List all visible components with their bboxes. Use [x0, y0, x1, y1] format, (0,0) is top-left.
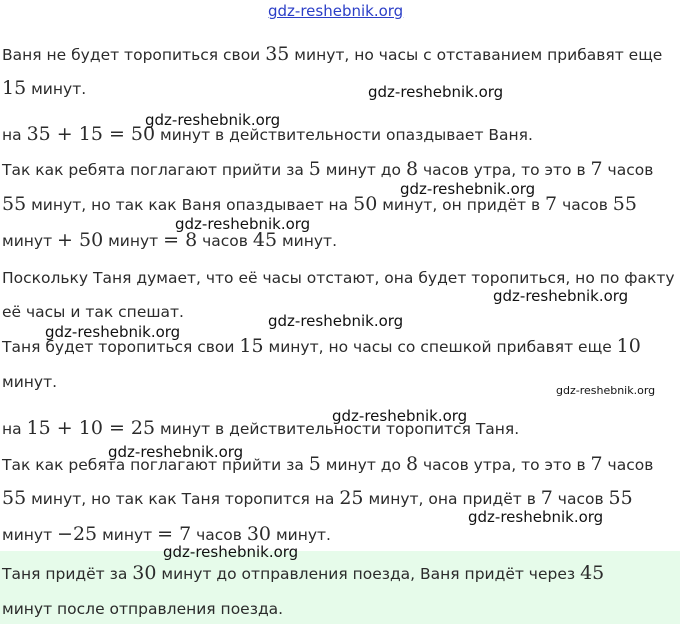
text-run: минут, она придёт в [363, 490, 541, 508]
math-expression: 7 [590, 453, 603, 475]
math-expression: 7 [540, 487, 553, 509]
watermark: gdz-reshebnik.org [45, 323, 181, 341]
math-expression: 15 [239, 335, 264, 357]
text-run: минут [97, 526, 158, 544]
math-expression: 45 [252, 229, 278, 251]
text-line [2, 78, 678, 99]
math-expression: 55 [612, 193, 637, 215]
math-expression: 8 [405, 453, 419, 475]
text-run: часов [552, 490, 609, 508]
text-line [2, 563, 678, 584]
math-expression: 5 [308, 158, 321, 180]
text-line [2, 488, 678, 509]
text-line [2, 159, 678, 180]
text-run: минут, но часы со спешкой прибавят еще [263, 338, 617, 356]
watermark: gdz-reshebnik.org [332, 407, 468, 425]
text-run: часов [602, 456, 654, 474]
watermark: gdz-reshebnik.org [268, 312, 404, 330]
text-run: минут в действительности торопится Таня. [155, 420, 520, 438]
watermark: gdz-reshebnik.org [108, 443, 244, 461]
math-expression: 35 + 15 = 50 [26, 123, 156, 145]
watermark: gdz-reshebnik.org [556, 384, 656, 397]
text-run: на [2, 126, 27, 144]
text-line [2, 124, 678, 145]
watermark: gdz-reshebnik.org [493, 287, 629, 305]
math-expression: 55 [608, 487, 633, 509]
text-line [2, 44, 678, 65]
math-expression: 35 [265, 43, 290, 65]
math-expression: −25 [57, 523, 98, 545]
text-line [2, 230, 678, 251]
math-expression: 15 + 10 = 25 [26, 417, 156, 439]
text-run: минут в действительности опаздывает Ваня. [155, 126, 533, 144]
math-expression: 45 [580, 562, 605, 584]
text-run: Ваня не будет торопиться свои [2, 46, 266, 64]
text-run: минут после отправления поезда. [2, 600, 284, 618]
text-run: минут до [320, 456, 406, 474]
text-line [2, 524, 678, 545]
text-line [2, 599, 678, 619]
text-run: часов [197, 232, 253, 250]
text-run: минут, но так как Ваня опаздывает на [26, 196, 354, 214]
text-run: минут. [2, 373, 58, 391]
math-expression: = 8 [163, 229, 198, 251]
watermark: gdz-reshebnik.org [400, 180, 536, 198]
text-run: минут, но так как Таня торопится на [26, 490, 340, 508]
watermark-link[interactable]: gdz-reshebnik.org [268, 2, 404, 20]
text-run: часов [602, 161, 654, 179]
text-run: минут [2, 232, 58, 250]
math-expression: 30 [132, 562, 157, 584]
math-expression: 10 [616, 335, 641, 357]
math-expression: 55 [2, 193, 27, 215]
text-run: часов утра, то это в [418, 456, 591, 474]
text-run: часов [191, 526, 247, 544]
text-run: Поскольку Таня думает, что её часы отстают, она будет торопиться, но по факту [2, 269, 675, 287]
watermark: gdz-reshebnik.org [368, 83, 504, 101]
math-expression: 5 [308, 453, 321, 475]
text-line [2, 268, 678, 288]
text-line [2, 454, 678, 475]
text-run: Таня будет торопиться свои [2, 338, 240, 356]
text-run: часов утра, то это в [418, 161, 591, 179]
math-expression: 7 [590, 158, 603, 180]
text-run: минут. [26, 80, 87, 98]
math-expression: 8 [405, 158, 419, 180]
watermark: gdz-reshebnik.org [145, 111, 281, 129]
math-expression: 55 [2, 487, 27, 509]
math-expression: 30 [246, 523, 272, 545]
text-run: минут. [277, 232, 338, 250]
text-run: минут до [320, 161, 406, 179]
text-line [2, 194, 678, 215]
math-expression: 7 [545, 193, 558, 215]
text-run: минут, он придёт в [377, 196, 546, 214]
text-run: минут [103, 232, 164, 250]
text-run: минут до отправления поезда, Ваня придёт через [156, 565, 581, 583]
math-expression: = 7 [157, 523, 192, 545]
text-run: минут, но часы с отставанием прибавят еще [289, 46, 663, 64]
text-run: минут [2, 526, 58, 544]
text-run: минут. [271, 526, 331, 544]
text-run: Так как ребята поглагают прийти за [2, 161, 309, 179]
watermark: gdz-reshebnik.org [163, 543, 299, 561]
watermark: gdz-reshebnik.org [468, 508, 604, 526]
text-run: её часы и так спешат. [2, 303, 184, 321]
math-expression: 50 [353, 193, 378, 215]
math-expression: + 50 [57, 229, 104, 251]
text-run: часов [557, 196, 613, 214]
text-run: Так как ребята поглагают прийти за [2, 456, 309, 474]
text-run: Таня придёт за [2, 565, 133, 583]
math-expression: 25 [339, 487, 364, 509]
math-expression: 15 [2, 77, 27, 99]
text-run: на [2, 420, 27, 438]
watermark: gdz-reshebnik.org [175, 215, 311, 233]
